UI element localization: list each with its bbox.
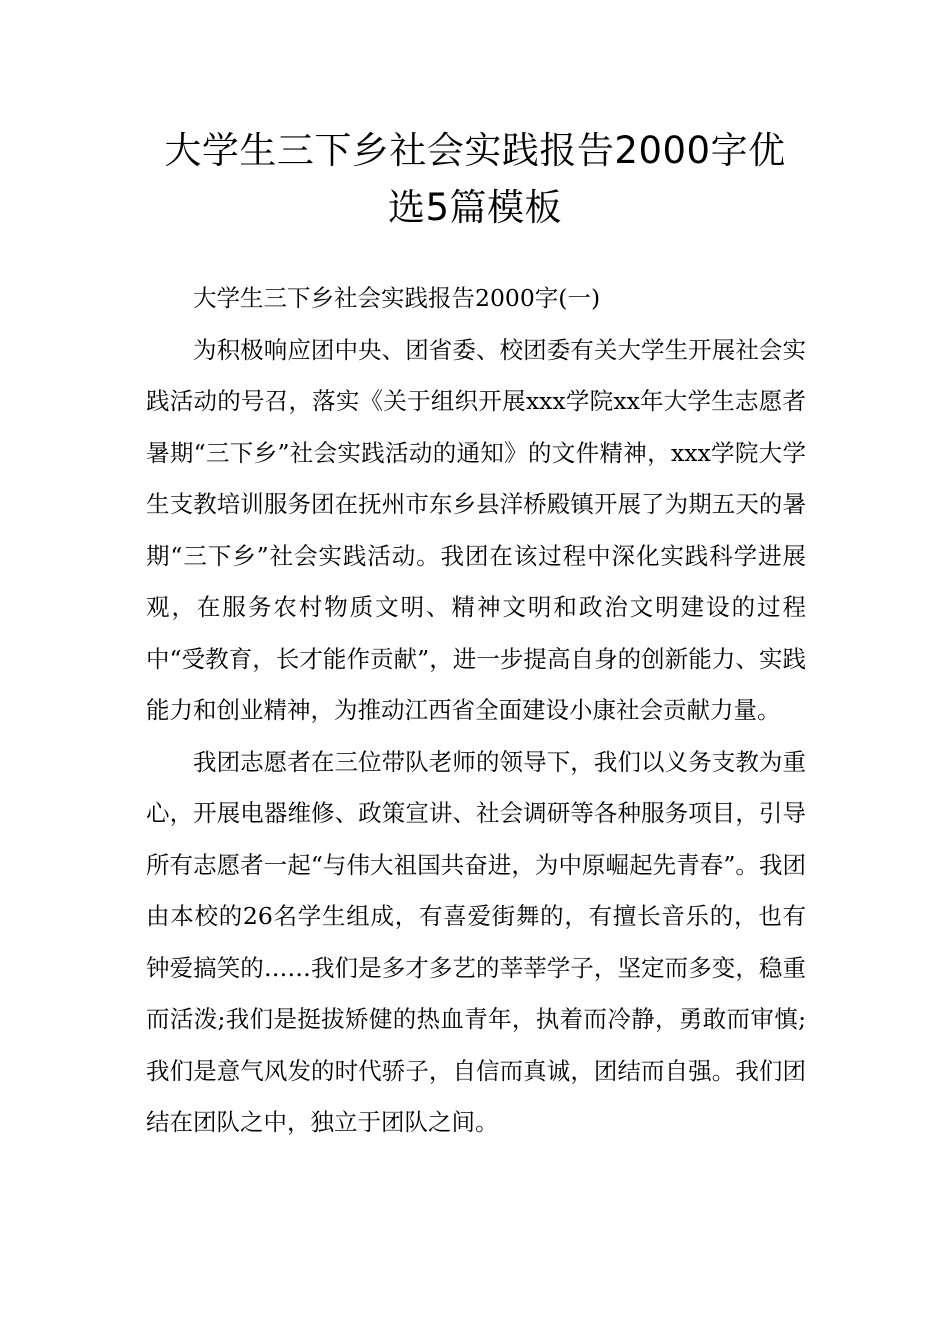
title-line-2: 选5篇模板	[387, 186, 563, 229]
section-heading: 大学生三下乡社会实践报告2000字(一)	[193, 284, 601, 312]
paragraph-2: 我团志愿者在三位带队老师的领导下，我们以义务支教为重心，开展电器维修、政策宣讲、社会调研等各种服务项目，引导所有志愿者一起“与伟大祖国共奋进，为中原崛起先青春”。我团由本校的26名学生组成，有喜爱街舞的，有擅长音乐的，也有钟爱搞笑的……我们是多才多艺的莘莘学子，坚定而多变，稳重而活泼;我们是挺拔矫健的热血青年，执着而冷静，勇敢而审慎;我们是意气风发的时代骄子，自信而真诚，团结而自强。我们团结在团队之中，独立于团队之间。	[146, 747, 806, 1136]
title-line-1: 大学生三下乡社会实践报告2000字优	[164, 129, 786, 172]
paragraph-1: 为积极响应团中央、团省委、校团委有关大学生开展社会实践活动的号召，落实《关于组织开展xxx学院xx年大学生志愿者暑期“三下乡”社会实践活动的通知》的文件精神，xxx学院大学生支教培训服务团在抚州市东乡县洋桥殿镇开展了为期五天的暑期“三下乡”社会实践活动。我团在该过程中深化实践科学进展观，在服务农村物质文明、精神文明和政治文明建设的过程中“受教育，长才能作贡献”，进一步提高自身的创新能力、实践能力和创业精神，为推动江西省全面建设小康社会贡献力量。	[146, 335, 806, 724]
document-body	[146, 273, 806, 1149]
document-title	[100, 122, 850, 236]
